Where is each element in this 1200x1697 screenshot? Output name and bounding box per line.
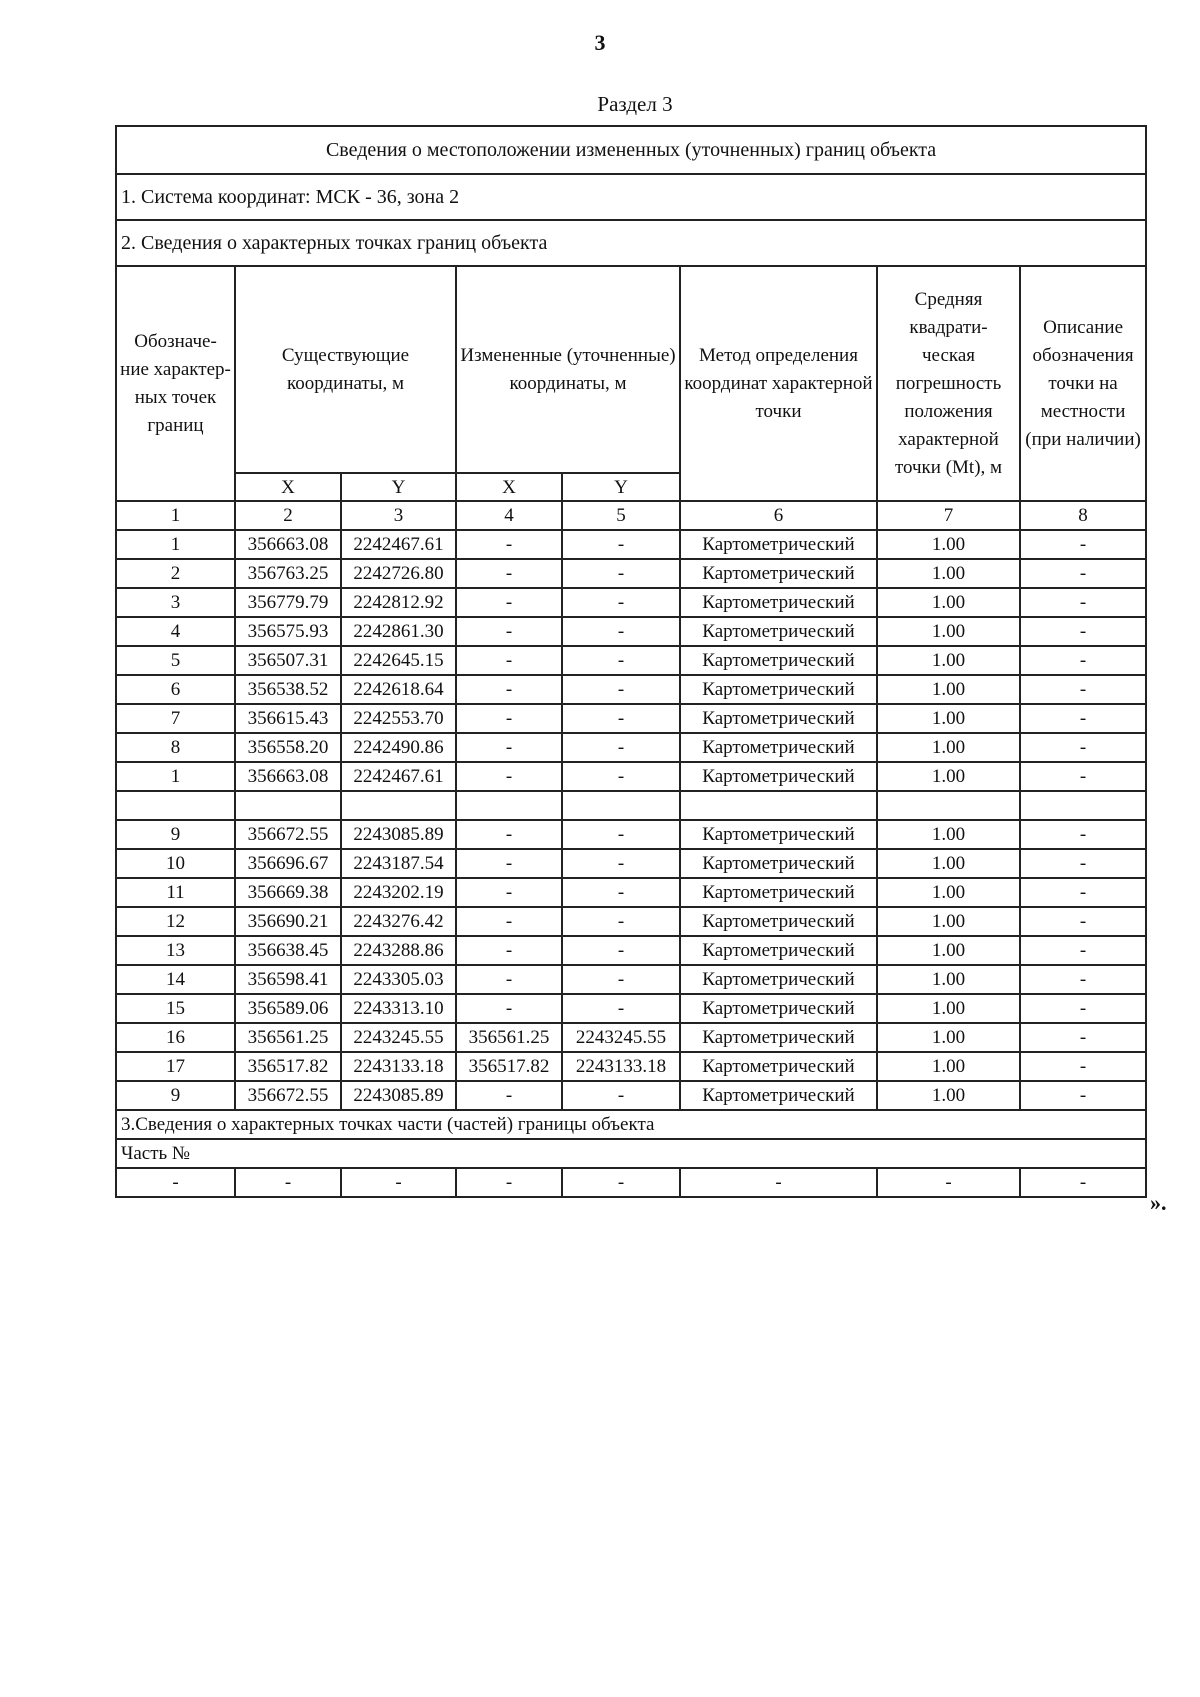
table-cell: 2243187.54 [341,849,456,878]
table-title: Сведения о местоположении измененных (уточненных) границ объекта [116,126,1146,174]
table-cell: 356598.41 [235,965,341,994]
table-cell: 356690.21 [235,907,341,936]
table-cell: 8 [116,733,235,762]
table-cell: Картометрический [680,704,877,733]
table-cell: Картометрический [680,1081,877,1110]
table-cell: - [456,617,562,646]
table-cell: - [1020,878,1146,907]
header-designation: Обозначе- ние характер- ных точек границ [116,266,235,501]
table-cell: Картометрический [680,588,877,617]
part-cell: - [1020,1168,1146,1197]
table-cell: - [456,559,562,588]
table-cell [341,791,456,820]
table-cell: Картометрический [680,559,877,588]
table-cell: 1 [116,762,235,791]
table-cell: - [562,530,680,559]
table-cell: 1.00 [877,704,1020,733]
table-cell: Картометрический [680,617,877,646]
table-cell: Картометрический [680,733,877,762]
table-row [116,530,1146,559]
table-cell: - [1020,936,1146,965]
table-cell: - [562,559,680,588]
table-cell: 1.00 [877,849,1020,878]
table-row [116,617,1146,646]
table-cell: 356575.93 [235,617,341,646]
table-cell: Картометрический [680,820,877,849]
column-number: 8 [1020,501,1146,530]
table-cell: - [562,936,680,965]
table-cell: 356669.38 [235,878,341,907]
table-cell: 11 [116,878,235,907]
header-existing-x: X [235,473,341,501]
table-cell: - [456,704,562,733]
part-row [116,1168,1146,1197]
table-cell: 2242618.64 [341,675,456,704]
table-row [116,704,1146,733]
table-cell: - [456,907,562,936]
part-cell: - [877,1168,1020,1197]
table-cell [235,791,341,820]
table-cell: - [456,646,562,675]
part-cell: - [680,1168,877,1197]
table-cell: - [1020,1081,1146,1110]
table-cell: 356561.25 [456,1023,562,1052]
table-cell: - [1020,733,1146,762]
parts-heading: 3.Сведения о характерных точках части (частей) границы объекта [116,1110,1146,1139]
table-cell: - [1020,559,1146,588]
table-cell: 356638.45 [235,936,341,965]
table-cell: - [562,907,680,936]
table-cell [456,791,562,820]
table-cell: Картометрический [680,878,877,907]
table-row [116,965,1146,994]
table-cell: 6 [116,675,235,704]
table-cell: Картометрический [680,965,877,994]
part-cell: - [456,1168,562,1197]
coordinate-system: 1. Система координат: МСК - 36, зона 2 [116,174,1146,220]
table-cell [116,791,235,820]
table-row [116,936,1146,965]
table-cell: - [562,704,680,733]
column-number: 6 [680,501,877,530]
table-row [116,820,1146,849]
table-cell: - [562,965,680,994]
table-cell: 2243202.19 [341,878,456,907]
column-number: 5 [562,501,680,530]
table-cell: Картометрический [680,849,877,878]
table-cell: - [562,646,680,675]
table-cell [1020,791,1146,820]
table-cell: - [562,675,680,704]
table-cell: Картометрический [680,936,877,965]
table-cell: 1.00 [877,675,1020,704]
header-method: Метод определения координат характерной точки [680,266,877,501]
table-cell: - [562,849,680,878]
table-cell: 1.00 [877,994,1020,1023]
table-row [116,675,1146,704]
table-cell: 356672.55 [235,820,341,849]
table-row [116,559,1146,588]
header-existing-coords: Существующие координаты, м [235,266,456,473]
table-cell [877,791,1020,820]
table-cell: - [1020,762,1146,791]
table-cell: - [456,733,562,762]
table-cell: - [456,849,562,878]
table-cell: - [1020,617,1146,646]
table-row [116,907,1146,936]
column-number: 4 [456,501,562,530]
table-cell: - [1020,704,1146,733]
column-number: 2 [235,501,341,530]
table-cell: 1.00 [877,762,1020,791]
table-cell: 1.00 [877,820,1020,849]
table-cell: - [456,588,562,617]
table-cell: - [1020,588,1146,617]
table-cell: 4 [116,617,235,646]
part-cell: - [341,1168,456,1197]
table-cell: - [562,588,680,617]
column-number: 7 [877,501,1020,530]
table-cell: 16 [116,1023,235,1052]
table-cell: - [456,820,562,849]
table-cell: Картометрический [680,530,877,559]
table-cell: 2243305.03 [341,965,456,994]
table-cell: 1 [116,530,235,559]
table-cell: 356672.55 [235,1081,341,1110]
part-label: Часть № [116,1139,1146,1168]
table-row [116,733,1146,762]
table-cell: Картометрический [680,646,877,675]
header-changed-coords: Измененные (уточненные) координаты, м [456,266,680,473]
table-cell: 1.00 [877,1081,1020,1110]
table-cell: 2243085.89 [341,820,456,849]
part-cell: - [562,1168,680,1197]
table-cell: - [562,994,680,1023]
table-cell: 2243245.55 [341,1023,456,1052]
table-cell: 1.00 [877,965,1020,994]
table-cell: 3 [116,588,235,617]
table-cell: - [456,762,562,791]
header-error: Средняя квадрати- ческая погрешность положения характерной точки (Mt), м [877,266,1020,501]
table-cell: - [456,994,562,1023]
table-cell: Картометрический [680,994,877,1023]
table-cell: 2242861.30 [341,617,456,646]
part-cell: - [235,1168,341,1197]
section-label: Раздел 3 [597,92,673,116]
table-cell: Картометрический [680,675,877,704]
table-cell: 9 [116,820,235,849]
table-cell: 356517.82 [456,1052,562,1081]
table-cell: - [1020,994,1146,1023]
table-cell: 2242490.86 [341,733,456,762]
table-cell: - [1020,820,1146,849]
table-cell: - [1020,965,1146,994]
table-cell: 2242645.15 [341,646,456,675]
table-row [116,1052,1146,1081]
table-cell: Картометрический [680,762,877,791]
table-cell: - [562,733,680,762]
table-cell: - [1020,1023,1146,1052]
table-cell: - [1020,907,1146,936]
table-row [116,762,1146,791]
table-cell: - [456,675,562,704]
table-cell: - [562,617,680,646]
table-row [116,1023,1146,1052]
table-cell: 17 [116,1052,235,1081]
table-cell: 356558.20 [235,733,341,762]
table-cell: 356589.06 [235,994,341,1023]
part-cell: - [116,1168,235,1197]
table-cell: 1.00 [877,733,1020,762]
table-cell [562,791,680,820]
table-cell: - [562,762,680,791]
table-cell: 2242812.92 [341,588,456,617]
table-row [116,1081,1146,1110]
table-cell: 356507.31 [235,646,341,675]
table-cell: Картометрический [680,907,877,936]
header-existing-y: Y [341,473,456,501]
header-description: Описание обозначения точки на местности (при наличии) [1020,266,1146,501]
table-cell: 14 [116,965,235,994]
table-cell: 2242553.70 [341,704,456,733]
table-cell [680,791,877,820]
table-cell: 13 [116,936,235,965]
table-cell: 1.00 [877,588,1020,617]
column-number: 1 [116,501,235,530]
table-cell: Картометрический [680,1052,877,1081]
table-cell: Картометрический [680,1023,877,1052]
table-cell: 2243133.18 [562,1052,680,1081]
table-cell: 2242467.61 [341,762,456,791]
table-cell: 356538.52 [235,675,341,704]
table-row [116,646,1146,675]
table-cell: 2243085.89 [341,1081,456,1110]
header-changed-x: X [456,473,562,501]
table-cell: 356561.25 [235,1023,341,1052]
table-cell: 356763.25 [235,559,341,588]
table-cell: - [456,1081,562,1110]
table-cell: 356779.79 [235,588,341,617]
table-cell: 356696.67 [235,849,341,878]
table-cell: - [1020,646,1146,675]
table-cell: - [456,936,562,965]
table-row [116,994,1146,1023]
page-number: 3 [594,30,606,55]
table-cell: 1.00 [877,878,1020,907]
table-cell: 1.00 [877,646,1020,675]
table-cell: 1.00 [877,559,1020,588]
column-number: 3 [341,501,456,530]
table-cell: 2242467.61 [341,530,456,559]
table-cell: 15 [116,994,235,1023]
table-cell: 356517.82 [235,1052,341,1081]
table-cell: 356663.08 [235,530,341,559]
table-cell: 1.00 [877,530,1020,559]
points-heading: 2. Сведения о характерных точках границ объекта [116,220,1146,266]
table-cell: 2243288.86 [341,936,456,965]
table-row [116,878,1146,907]
boundary-points-table [115,125,1147,1198]
header-changed-y: Y [562,473,680,501]
table-cell: 9 [116,1081,235,1110]
table-cell: - [1020,849,1146,878]
table-cell: - [1020,675,1146,704]
table-cell: - [562,1081,680,1110]
closing-quote: ». [1150,1190,1167,1215]
table-cell: 2 [116,559,235,588]
table-cell: - [456,530,562,559]
table-cell: 356615.43 [235,704,341,733]
table-cell: 2243276.42 [341,907,456,936]
table-cell: - [562,820,680,849]
table-cell: 2243313.10 [341,994,456,1023]
table-cell: 2242726.80 [341,559,456,588]
table-cell: - [562,878,680,907]
table-cell: - [456,965,562,994]
table-cell: 12 [116,907,235,936]
table-row [116,791,1146,820]
table-row [116,588,1146,617]
table-cell: - [1020,1052,1146,1081]
table-cell: - [456,878,562,907]
table-cell: 5 [116,646,235,675]
table-cell: 2243133.18 [341,1052,456,1081]
table-cell: 1.00 [877,1052,1020,1081]
table-cell: 1.00 [877,617,1020,646]
table-cell: 7 [116,704,235,733]
table-cell: 1.00 [877,936,1020,965]
table-cell: 1.00 [877,1023,1020,1052]
table-row [116,849,1146,878]
table-cell: - [1020,530,1146,559]
column-numbers-row [116,501,1146,530]
table-cell: 2243245.55 [562,1023,680,1052]
table-cell: 356663.08 [235,762,341,791]
table-cell: 10 [116,849,235,878]
table-cell: 1.00 [877,907,1020,936]
